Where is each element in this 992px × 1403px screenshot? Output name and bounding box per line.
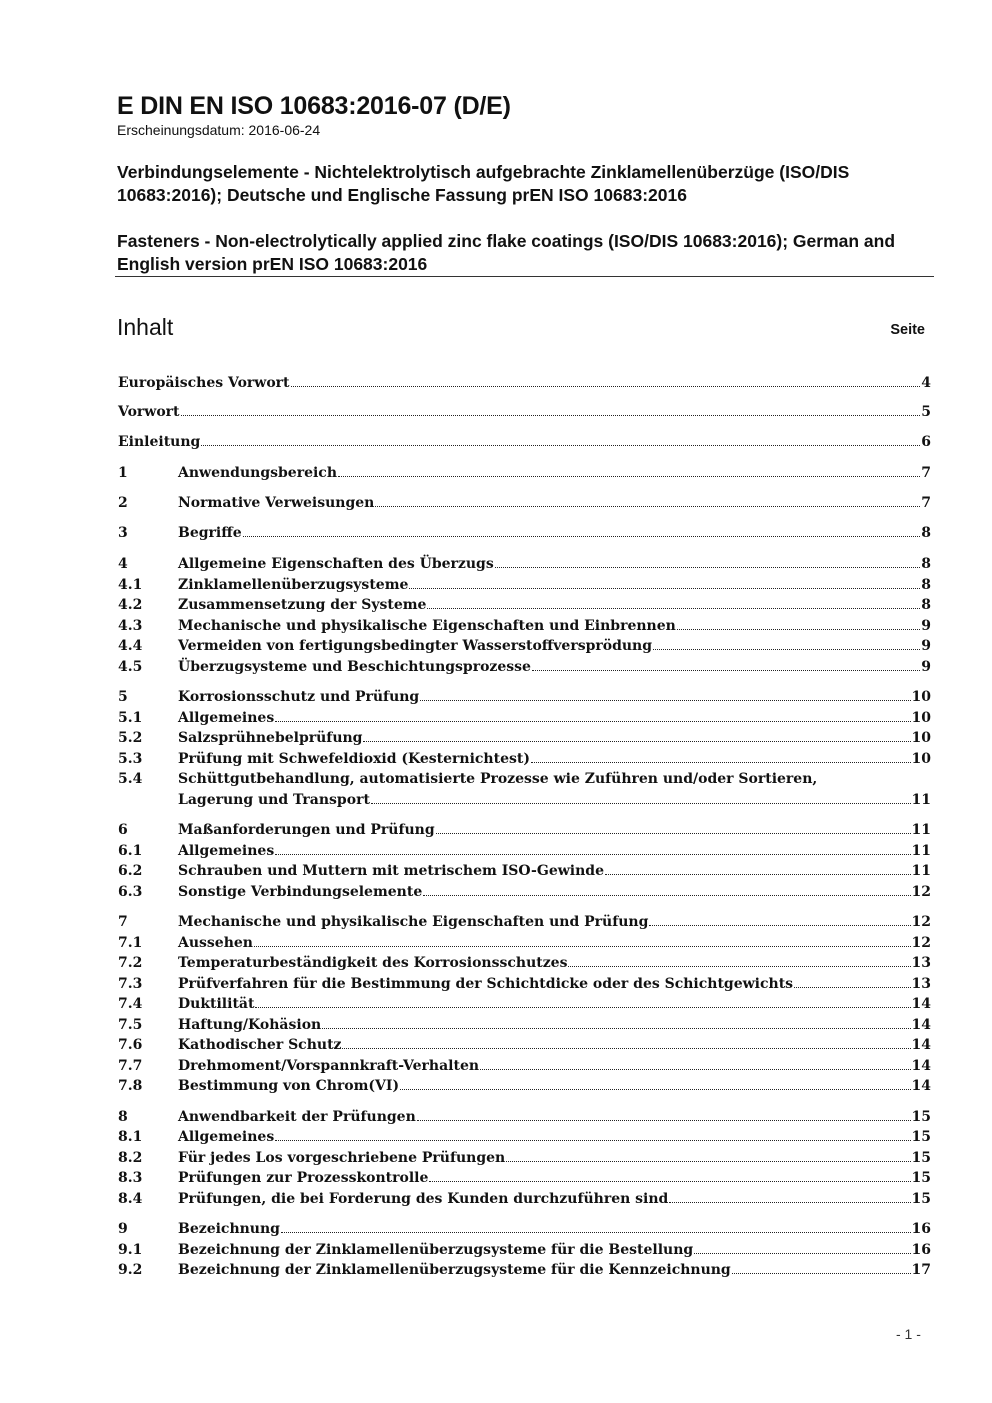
toc-entry[interactable] [117, 953, 931, 973]
toc-entry-label: Korrosionsschutz und Prüfung [178, 689, 420, 705]
page-number: - 1 - [896, 1326, 921, 1342]
toc-entry[interactable] [117, 861, 931, 881]
toc-entry-number: 6.2 [118, 863, 143, 879]
toc-entry-page: 15 [911, 1150, 931, 1166]
toc-entry-label: Temperaturbeständigkeit des Korrosionsschutzes [178, 955, 568, 971]
toc-entry-label: Allgemeines [178, 843, 275, 859]
leader-dots [375, 506, 920, 507]
leader-dots [255, 1007, 910, 1008]
publication-date: Erscheinungsdatum: 2016-06-24 [117, 122, 321, 138]
toc-entry[interactable] [117, 1076, 931, 1096]
leader-dots [417, 1120, 911, 1121]
toc-entry-page: 11 [911, 863, 931, 879]
toc-entry-page: 12 [911, 884, 931, 900]
toc-entry-number: 2 [118, 495, 128, 511]
leader-dots [649, 925, 910, 926]
toc-entry-page: 14 [911, 1058, 931, 1074]
toc-entry-page: 7 [921, 495, 931, 511]
leader-dots [243, 536, 921, 537]
toc-entry[interactable] [117, 708, 931, 728]
toc-entry-page: 15 [911, 1191, 931, 1207]
toc-entry-page: 8 [921, 577, 931, 593]
leader-dots [201, 445, 920, 446]
leader-dots [420, 700, 910, 701]
toc-entry-page: 15 [911, 1109, 931, 1125]
toc-entry[interactable] [117, 636, 931, 656]
toc-entry[interactable] [117, 1035, 931, 1055]
leader-dots [605, 874, 911, 875]
toc-entry-number: 7.7 [118, 1058, 143, 1074]
leader-dots [254, 946, 911, 947]
toc-entry[interactable] [117, 1219, 931, 1239]
toc-entry-page: 4 [921, 375, 931, 391]
toc-entry[interactable] [117, 523, 931, 543]
toc-entry-label: Zusammensetzung der Systeme [178, 597, 427, 613]
leader-dots [568, 966, 910, 967]
leader-dots [322, 1028, 910, 1029]
toc-entry-label: Bestimmung von Chrom(VI) [178, 1078, 400, 1094]
toc-entry[interactable] [117, 575, 931, 595]
toc-entry-label-line1: Schüttgutbehandlung, automatisierte Prozesse wie Zuführen und/oder Sortieren, [178, 771, 818, 787]
toc-entry-label: Duktilität [178, 996, 255, 1012]
toc-entry-page: 14 [911, 1017, 931, 1033]
toc-entry-label: Aussehen [178, 935, 253, 951]
toc-entry-page: 12 [911, 914, 931, 930]
title-english: Fasteners - Non-electrolytically applied zinc flake coatings (ISO/DIS 10683:2016); German and English version prEN ISO 10683:2016 [117, 231, 896, 274]
toc-entry-page: 16 [911, 1221, 931, 1237]
toc-entry-label: Prüfverfahren für die Bestimmung der Schichtdicke oder des Schichtgewichts [178, 976, 794, 992]
toc-entry[interactable] [117, 1260, 931, 1280]
toc-entry-number: 7.3 [118, 976, 143, 992]
toc-entry-number: 8.1 [118, 1129, 143, 1145]
toc-entry-number: 9.1 [118, 1242, 143, 1258]
leader-dots [181, 415, 921, 416]
toc-entry-page: 10 [911, 689, 931, 705]
toc-heading: Inhalt [117, 314, 174, 340]
toc-entry-number: 1 [118, 465, 128, 481]
toc-entry-label: Schrauben und Muttern mit metrischem ISO-Gewinde [178, 863, 604, 879]
leader-dots [794, 987, 910, 988]
toc-entry[interactable] [117, 595, 931, 615]
toc-entry-number: 6.3 [118, 884, 143, 900]
toc-entry[interactable] [117, 769, 931, 808]
toc-entry-number: 6.1 [118, 843, 143, 859]
toc-entry[interactable] [117, 687, 931, 707]
leader-dots [275, 854, 910, 855]
toc-entry[interactable] [117, 820, 931, 840]
toc-entry-label: Maßanforderungen und Prüfung [178, 822, 435, 838]
toc-entry-number: 7 [118, 914, 128, 930]
toc-entry-label: Mechanische und physikalische Eigenschaften und Einbrennen [178, 618, 676, 634]
toc-entry-label: Für jedes Los vorgeschriebene Prüfungen [178, 1150, 506, 1166]
toc-entry-label: Anwendungsbereich [178, 465, 337, 481]
toc-entry-number: 9.2 [118, 1262, 143, 1278]
toc-entry-page: 11 [911, 843, 931, 859]
toc-entry-page: 7 [921, 465, 931, 481]
toc-entry-number: 7.8 [118, 1078, 143, 1094]
toc-entry-page: 8 [921, 525, 931, 541]
toc-entry-label: Anwendbarkeit der Prüfungen [178, 1109, 416, 1125]
toc-entry[interactable] [117, 728, 931, 748]
toc-entry-page: 13 [911, 955, 931, 971]
toc-entry-page: 12 [911, 935, 931, 951]
toc-entry-page: 8 [921, 556, 931, 572]
toc-entry-number: 8.2 [118, 1150, 143, 1166]
toc-entry[interactable] [117, 554, 931, 574]
leader-dots [436, 833, 911, 834]
toc-entry-number: 3 [118, 525, 128, 541]
toc-entry-label: Mechanische und physikalische Eigenschaften und Prüfung [178, 914, 649, 930]
toc-entry[interactable] [117, 933, 931, 953]
toc-entry[interactable] [117, 1056, 931, 1076]
leader-dots [653, 649, 920, 650]
toc-entry-page: 10 [911, 710, 931, 726]
leader-dots [532, 670, 920, 671]
leader-dots [400, 1089, 910, 1090]
toc-entry-page: 13 [911, 976, 931, 992]
toc-entry[interactable] [117, 994, 931, 1014]
toc-entry-number: 4.4 [118, 638, 143, 654]
toc-entry-page: 10 [911, 730, 931, 746]
leader-dots [506, 1161, 910, 1162]
toc-entry-label: Einleitung [118, 434, 201, 450]
toc-entry-label: Begriffe [178, 525, 242, 541]
toc-entry-number: 7.5 [118, 1017, 143, 1033]
toc-entry[interactable] [117, 1107, 931, 1127]
leader-dots [342, 1048, 910, 1049]
leader-dots [281, 1232, 911, 1233]
toc-entry-label: Allgemeines [178, 710, 275, 726]
toc-entry-number: 8.4 [118, 1191, 143, 1207]
toc-entry[interactable] [117, 657, 931, 677]
leader-dots [275, 721, 910, 722]
leader-dots [677, 629, 920, 630]
toc-entry[interactable] [117, 432, 931, 452]
toc-entry-number: 7.4 [118, 996, 143, 1012]
toc-entry[interactable] [117, 616, 931, 636]
toc-entry-label: Bezeichnung der Zinklamellenüberzugsysteme für die Bestellung [178, 1242, 694, 1258]
toc-entry-page: 15 [911, 1170, 931, 1186]
leader-dots [732, 1273, 911, 1274]
leader-dots [275, 1140, 910, 1141]
leader-dots [423, 895, 910, 896]
toc-entry-label: Vermeiden von fertigungsbedingter Wasserstoffversprödung [178, 638, 653, 654]
toc-entry-label: Normative Verweisungen [178, 495, 375, 511]
toc-entry-label: Prüfungen zur Prozesskontrolle [178, 1170, 429, 1186]
toc-entry-number: 5 [118, 689, 128, 705]
leader-dots [531, 762, 911, 763]
toc-entry-page: 9 [921, 638, 931, 654]
leader-dots [495, 567, 921, 568]
toc-entry-page: 14 [911, 996, 931, 1012]
leader-dots [427, 608, 920, 609]
toc-entry-label: Lagerung und Transport [178, 792, 370, 808]
toc-entry-label: Bezeichnung der Zinklamellenüberzugsysteme für die Kennzeichnung [178, 1262, 731, 1278]
toc-entry-page: 11 [911, 822, 931, 838]
toc-entry[interactable] [117, 1148, 931, 1168]
toc-entry-label: Zinklamellenüberzugsysteme [178, 577, 409, 593]
toc-entry-label: Drehmoment/Vorspannkraft-Verhalten [178, 1058, 480, 1074]
toc-entry-page: 9 [921, 659, 931, 675]
toc-entry[interactable] [117, 974, 931, 994]
toc-entry-page: 15 [911, 1129, 931, 1145]
toc-entry-page: 14 [911, 1037, 931, 1053]
toc-entry-number: 4.2 [118, 597, 143, 613]
leader-dots [363, 741, 910, 742]
document-id: E DIN EN ISO 10683:2016-07 (D/E) [117, 92, 511, 120]
toc-entry[interactable] [117, 1127, 931, 1147]
toc-entry-number: 8.3 [118, 1170, 143, 1186]
toc-entry-number: 4 [118, 556, 128, 572]
leader-dots [291, 386, 921, 387]
leader-dots [694, 1253, 910, 1254]
toc-entry-number: 7.2 [118, 955, 143, 971]
toc-entry[interactable] [117, 463, 931, 483]
leader-dots [480, 1069, 910, 1070]
toc-entry-label: Prüfungen, die bei Forderung des Kunden durchzuführen sind [178, 1191, 669, 1207]
title-german: Verbindungselemente - Nichtelektrolytisch aufgebrachte Zinklamellenüberzüge (ISO/DIS 10683:2016); Deutsche und Englische Fassung prEN ISO 10683:2016 [117, 162, 850, 205]
toc-entry-number: 9 [118, 1221, 128, 1237]
toc-entry[interactable] [117, 912, 931, 932]
toc-entry-page: 6 [921, 434, 931, 450]
toc-entry-page: 17 [911, 1262, 931, 1278]
toc-entry-label: Bezeichnung [178, 1221, 280, 1237]
leader-dots [338, 476, 920, 477]
toc-entry-label: Kathodischer Schutz [178, 1037, 342, 1053]
toc-entry-number: 7.6 [118, 1037, 143, 1053]
toc-entry-label: Salzsprühnebelprüfung [178, 730, 363, 746]
toc-entry[interactable] [117, 373, 931, 393]
toc-entry[interactable] [117, 1240, 931, 1260]
leader-dots [409, 588, 920, 589]
toc-entry-page: 10 [911, 751, 931, 767]
toc-entry-number: 7.1 [118, 935, 143, 951]
toc-entry-number: 6 [118, 822, 128, 838]
toc-entry-number: 5.4 [118, 771, 143, 787]
toc-entry-label: Europäisches Vorwort [118, 375, 290, 391]
toc-entry-label: Allgemeine Eigenschaften des Überzugs [178, 556, 494, 572]
toc-entry-label: Vorwort [118, 404, 180, 420]
toc-entry-number: 4.3 [118, 618, 143, 634]
leader-dots [669, 1202, 910, 1203]
header-divider [115, 276, 934, 277]
toc-entry-label: Prüfung mit Schwefeldioxid (Kesternichtest) [178, 751, 530, 767]
toc-entry-page: 5 [921, 404, 931, 420]
toc-entry-page: 8 [921, 597, 931, 613]
toc-entry-label: Überzugsysteme und Beschichtungsprozesse [178, 659, 531, 675]
toc-entry[interactable] [117, 749, 931, 769]
toc-entry-label: Haftung/Kohäsion [178, 1017, 322, 1033]
toc-entry[interactable] [117, 1015, 931, 1035]
toc-entry-number: 8 [118, 1109, 128, 1125]
toc-entry-page: 11 [911, 792, 931, 808]
toc-entry-label: Sonstige Verbindungselemente [178, 884, 423, 900]
toc-entry-page: 16 [911, 1242, 931, 1258]
toc-entry[interactable] [117, 1189, 931, 1209]
toc-entry-label: Allgemeines [178, 1129, 275, 1145]
toc-entry-number: 5.1 [118, 710, 143, 726]
toc-entry-number: 5.2 [118, 730, 143, 746]
leader-dots [371, 803, 911, 804]
toc-entry[interactable] [117, 402, 931, 422]
toc-entry-number: 4.5 [118, 659, 143, 675]
toc-page-column-label: Seite [890, 322, 925, 338]
toc-entry-page: 14 [911, 1078, 931, 1094]
toc-entry-number: 4.1 [118, 577, 143, 593]
toc-entry-page: 9 [921, 618, 931, 634]
toc-entry[interactable] [117, 1168, 931, 1188]
toc-entry[interactable] [117, 882, 931, 902]
toc-entry[interactable] [117, 841, 931, 861]
leader-dots [429, 1181, 910, 1182]
toc-entry[interactable] [117, 493, 931, 513]
toc-entry-number: 5.3 [118, 751, 143, 767]
